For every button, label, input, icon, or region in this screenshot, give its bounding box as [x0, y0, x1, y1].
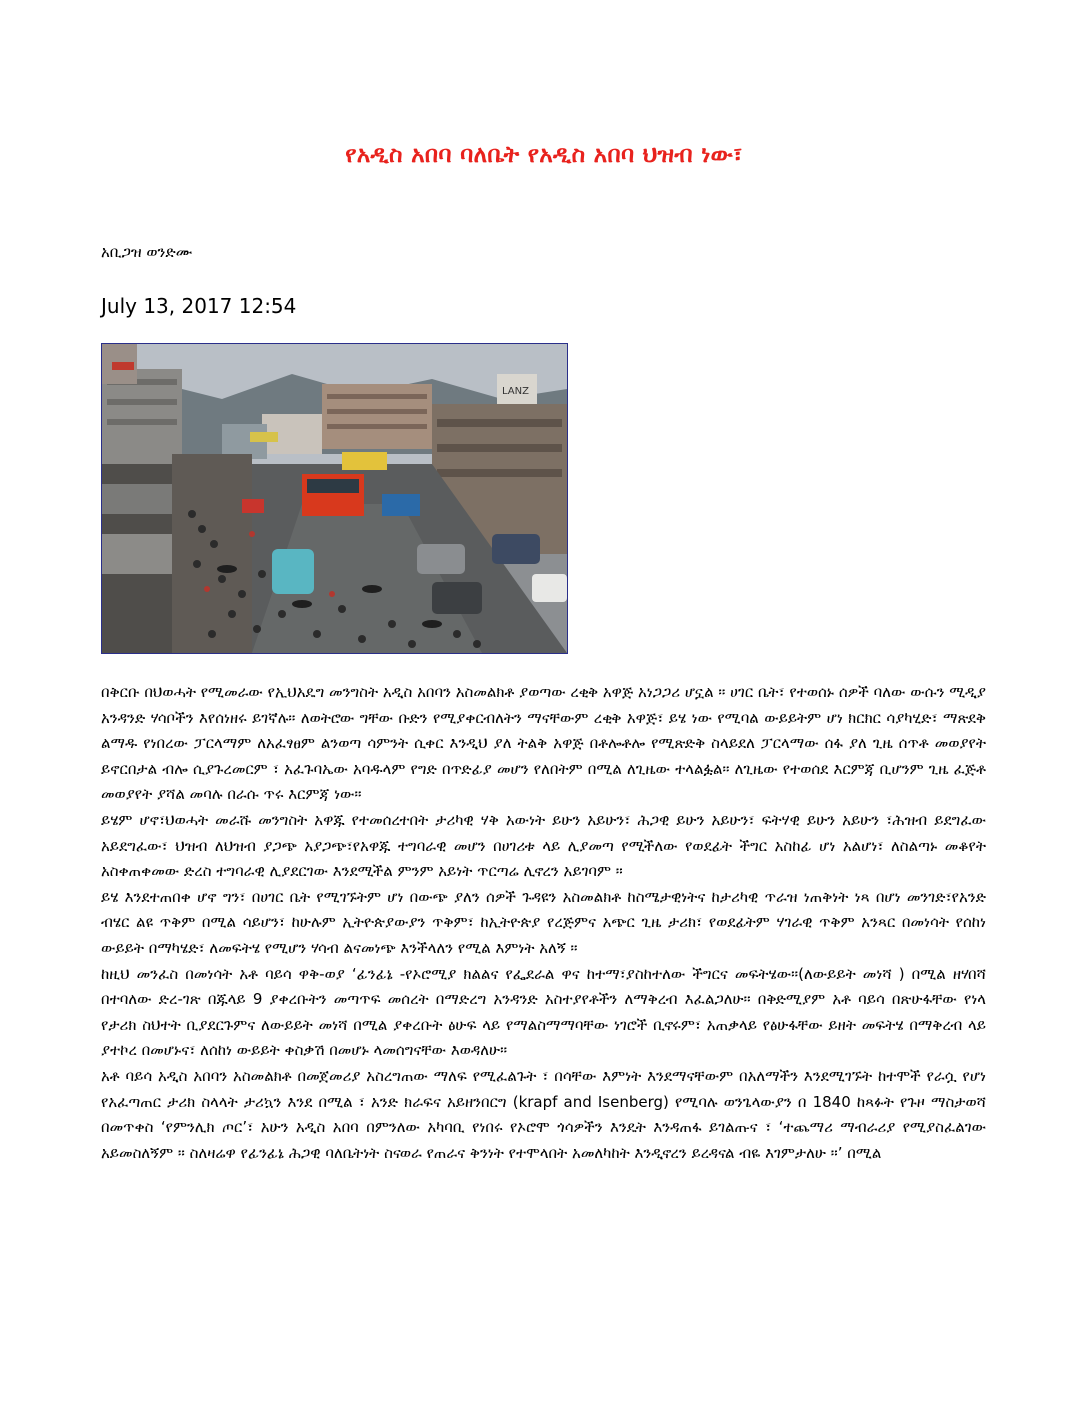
- paragraph: በቅርቡ በህወሓት የሚመራው የኢህአዴግ መንግስት አዲስ አበባን አስመልክቶ ያወጣው ረቂቅ አዋጅ አነጋጋሪ ሆኗል ። ሀገር ቤት፣ የተወሰኑ ሰዎች ባለው ውሱን ሚዲያ አንዳንድ ሃሳቦችን እየሰነዘሩ ይገኛሉ። ለወትሮው ግቸው ቡድን የሚያቀርብለትን ማናቸውም ረቂቅ አዋጅ፣ ይሄ ነው የሚባል ውይይትም ሆነ ክርክር ሳያካሂድ፣ ማጽደቅ ልማዱ የነበረው ፓርላማም ለአፈፃፀም ልንወጣ ሳምንት ሲቀር እንዲህ ያለ ትልቅ አዋጅ በቶሎቶሎ የሚጽድቅ ስላይደለ ፓርላማው ሰፋ ያለ ጊዜ ሰጥቶ መወያየት ይኖርበታል ብሎ ሲያጉረመርም ፣ አፈጉባኤው አባዱላም የግድ በጥድፊያ መሆን የለበትም በሚል ለጊዜው ተላልፏል። ለጊዜው የተወሰደ እርምጃ ቢሆንም ጊዜ ፈጅቶ መወያየት ያሻል መባሉ በራሱ ጥሩ እርምጃ ነው።: [101, 683, 986, 804]
- article-title: የአዲስ አበባ ባለቤት የአዲስ አበባ ህዝብ ነው፣: [345, 142, 743, 168]
- shop-sign-lanz: LANZ: [502, 386, 529, 397]
- paragraph: ይሄ እንደተጠበቀ ሆኖ ግን፣ በሀገር ቤት የሚገኙትም ሆነ በውጭ ያለን ሰዎች ጉዳዩን አስመልክቶ ከስሜታዊነትና ከታሪካዊ ጥራዝ ነጠቅነት ነጻ በሆነ መንገድ፣የአንድ ብሄር ልዩ ጥቅም በሚል ሳይሆን፣ ከሁሉም ኢትዮጵያውያን ጥቅም፣ ከኢትዮጵያ የረጅምና አጭር ጊዜ ታሪክ፣ የወደፊትም ሃገራዊ ጥቅም አንጻር በመነሳት የሰከነ ውይይት በማካሄድ፣ ለመፍትሄ የሚሆን ሃሳብ ልናመነጭ እንችላለን የሚል እምነት አለኝ ።: [101, 887, 986, 957]
- author-name: አቢጋዝ ወንድሙ: [101, 243, 193, 261]
- article-body: [101, 680, 986, 1166]
- street-scene-photo: [101, 343, 568, 654]
- paragraph: ይሄም ሆኖ፣ህወሓት መራሹ መንግስት አዋጁ የተመሰረተበት ታሪካዊ ሃቅ አውነት ይሁን አይሁን፣ ሕጋዊ ይሁን አይሁን፣ ፍትሃዊ ይሁን አይሁን ፣ሕዝብ ይደግፈው አይደግፈው፣ ህዝብ ለህዝብ ያጋጭ አያጋጭ፣የአዋጁ ተግባራዊ መሆን በሀገሪቱ ላይ ሊያመጣ የሚችለው የወደፊት ችግር አስከፊ ሆነ አልሆነ፣ ለስልጣኑ መቆየት አስቀጠቀመው ድረስ ተግባራዊ ሊያደርገው እንደሚችል ምንም አይነት ጥርጣሬ ሊኖረን አይገባም ።: [101, 810, 986, 881]
- paragraph: አቶ ባይሳ አዲስ አበባን አስመልክቶ በመጀመሪያ አስረግጠው ማለፍ የሚፈልጉት ፣ በሳቸው እምነት እንደማናቸውም በአለማችን እንደሚገኙት ከተሞች የራሷ የሆነ የአፈጣጠር ታሪክ ስላላት ታሪኳን እንደ በሚል ፣ አንድ ክራፍና አይዘንበርግ (krapf and Isenberg) የሚባሉ ወንጌላውያን በ 1840 ከጻፉት የጉዞ ማስታወሻ በመጥቀስ ‘የምንሊክ ጦር’፣ አሁን አዲስ አበባ በምንለው አካባቢ የነበሩ የኦሮሞ ጎሳዎችን እንዴት እንዳጠፋ ይገልጡና ፣ ‘ተጨማሪ ማብራሪያ የሚያስፈልገው አይመስለኝም ። ስለዛሬዋ የፊንፊኔ ሕጋዊ ባለቤትነት ስናወራ የጠራና ቅንነት የተሞላበት አመለካከት እንዲኖረን ይረዳናል ብዬ እገምታለሁ ።’ በሚል: [101, 1066, 986, 1162]
- paragraph: ከዚህ መንፈስ በመነሳት አቶ ባይሳ ዋቅ-ወያ ‘ፊንፊኔ -የኦሮሚያ ክልልና የፌደራል ዋና ከተማ፣ያስከተለው ችግርና መፍትሄው።(ለውይይት መነሻ ) በሚል ዘሃበሻ በተባለው ድረ-ገጽ በጁላይ 9 ያቀረቡትን መጣጥፍ መሰረት በማድረግ አንዳንድ አስተያየቶችን ለማቅረብ እፈልጋለሁ። በቅድሚያም አቶ ባይሳ በጽሁፋቸው የነላ የታሪክ ስህተት ቢያደርጉምና ለውይይት መነሻ በሚል ያቀረቡት ፅሁፍ ላይ የማልስማማባቸው ነገሮች ቢኖሩም፣ አጠቃላይ የፅሁፋቸው ይዘት መፍትሄ በማቅረብ ላይ ያተኮረ በመሆኑና፣ ለሰከነ ውይይት ቀስቃሽ በመሆኑ ላመሰግናቸው እወዳለሁ።: [101, 964, 986, 1060]
- publish-date: July 13, 2017 12:54: [101, 294, 297, 318]
